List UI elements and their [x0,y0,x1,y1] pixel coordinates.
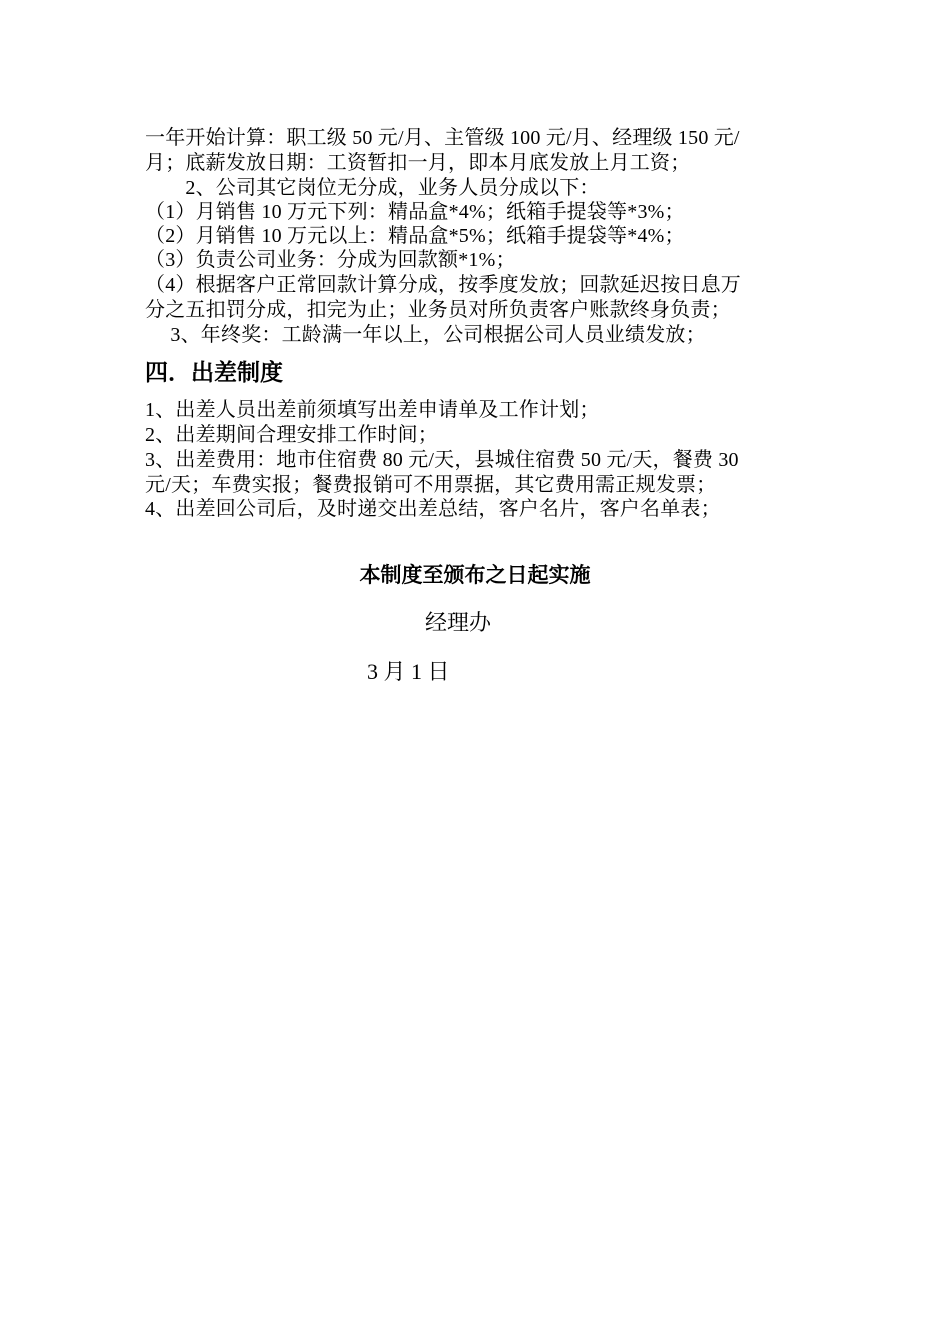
body-line-1: 一年开始计算：职工级 50 元/月、主管级 100 元/月、经理级 150 元/ [145,127,740,149]
section-line-4: 元/天；车费实报；餐费报销可不用票据，其它费用需正规发票； [145,474,717,496]
body-line-9: 3、年终奖：工龄满一年以上，公司根据公司人员业绩发放； [145,324,706,346]
section-line-3: 3、出差费用：地市住宿费 80 元/天，县城住宿费 50 元/天，餐费 30 [145,449,739,471]
signature-date: 3 月 1 日 [367,659,450,684]
body-line-2: 月；底薪发放日期：工资暂扣一月，即本月底发放上月工资； [145,152,691,174]
section-line-2: 2、出差期间合理安排工作时间； [145,424,438,446]
section-heading: 四．出差制度 [145,360,283,386]
effective-notice: 本制度至颁布之日起实施 [359,563,591,587]
section-line-5: 4、出差回公司后，及时递交出差总结，客户名片，客户名单表； [145,498,721,520]
body-line-4: （1）月销售 10 万元下列：精品盒*4%；纸箱手提袋等*3%； [145,201,685,223]
department-signature: 经理办 [425,610,492,635]
body-line-5: （2）月销售 10 万元以上：精品盒*5%；纸箱手提袋等*4%； [145,225,685,247]
body-line-8: 分之五扣罚分成，扣完为止；业务员对所负责客户账款终身负责； [145,299,731,321]
body-line-6: （3）负责公司业务：分成为回款额*1%； [145,249,516,271]
body-line-7: （4）根据客户正常回款计算分成，按季度发放；回款延迟按日息万 [145,274,741,296]
body-line-3: 2、公司其它岗位无分成，业务人员分成以下： [145,177,600,199]
section-line-1: 1、出差人员出差前须填写出差申请单及工作计划； [145,399,600,421]
